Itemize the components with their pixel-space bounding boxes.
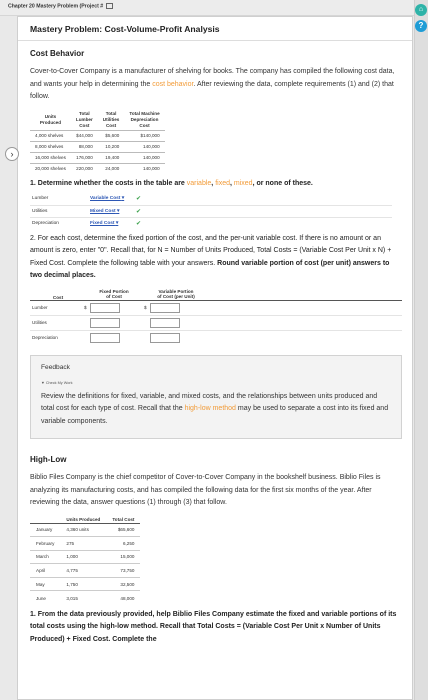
table-row <box>30 591 140 605</box>
cell-utilities: 10,200 <box>98 141 125 152</box>
question-2 <box>30 233 402 283</box>
feedback-title: Feedback <box>41 363 70 371</box>
cell-lumber: 220,000 <box>71 163 98 174</box>
row-label-lumber: Lumber <box>32 196 49 201</box>
cell-depreciation: $140,000 <box>124 130 164 141</box>
col-header-variable: Variable Portion of Cost (per Unit) <box>157 288 195 299</box>
table-row <box>30 523 140 537</box>
chevron-down-icon: ▾ <box>115 220 119 226</box>
cell-depreciation: 140,000 <box>124 152 164 163</box>
cell-units: 3,015 <box>60 591 106 605</box>
lumber-variable-input[interactable] <box>150 303 180 313</box>
check-my-work-toggle[interactable]: ▼ Check My Work <box>41 380 73 385</box>
checkmark-icon: ✔ <box>136 196 142 202</box>
table-row <box>30 300 402 315</box>
col-header-month <box>30 516 60 524</box>
cell-total-cost: 73,750 <box>106 564 140 578</box>
question-1-text: 1. Determine whether the costs in the table are <box>30 180 187 187</box>
question-2-bold: Round variable portion of cost (per unit) answers to two decimal places. <box>30 259 390 279</box>
cell-month: January <box>36 527 53 533</box>
cell-depreciation: 140,000 <box>124 141 164 152</box>
table-header <box>30 289 402 300</box>
utilities-variable-input[interactable] <box>150 318 180 328</box>
cell-units: 4,775 <box>60 564 106 578</box>
cell-lumber: $44,000 <box>71 130 98 141</box>
cell-total-cost: $65,600 <box>117 527 135 533</box>
cell-units: 8,000 shelves <box>30 141 71 152</box>
dollar-sign: $ <box>84 304 87 310</box>
feedback-text <box>41 391 391 429</box>
list-item <box>30 205 392 217</box>
cost-behavior-link[interactable]: cost behavior <box>152 80 194 88</box>
row-label-lumber: Lumber <box>32 305 48 310</box>
table-row <box>30 315 402 330</box>
cell-total-cost: 6,250 <box>106 537 140 551</box>
home-icon[interactable]: ⌂ <box>415 4 427 16</box>
feedback-text-end: may be used to separate a cost into its fixed and variable components. <box>41 405 389 425</box>
cell-month: June <box>30 591 60 605</box>
depreciation-fixed-input[interactable] <box>90 333 120 343</box>
window-tab-icon <box>106 3 113 9</box>
col-header-total-cost: Total Cost <box>106 516 140 524</box>
window-tab-title: Chapter 20 Mastery Problem (Project # <box>8 3 104 10</box>
dollar-sign: $ <box>144 304 147 310</box>
cell-month: February <box>30 537 60 551</box>
table-row <box>30 152 165 163</box>
cell-lumber: 88,000 <box>71 141 98 152</box>
variable-link[interactable]: variable <box>186 180 212 187</box>
cost-classification-list <box>30 193 392 229</box>
checkmark-icon: ✔ <box>136 220 142 227</box>
table-row <box>30 163 165 174</box>
intro-text-end: . After reviewing the data, complete requirements (1) and (2) that follow. <box>30 80 394 100</box>
utilities-classification-select[interactable]: Mixed Cost ▾ <box>90 208 120 214</box>
cell-utilities: 19,400 <box>98 152 125 163</box>
cell-utilities: $5,600 <box>98 130 125 141</box>
table-row <box>30 330 402 345</box>
cell-utilities: 24,000 <box>98 163 125 174</box>
utilities-fixed-input[interactable] <box>90 318 120 328</box>
high-low-question-1: 1. From the data previously provided, help Biblio Files Company estimate the fixed and variable portions of its total costs using the high-low method. Recall that Total Costs = (Variable Cost Per Unit x Number of Units Produced) + Fixed Cost. Complete the <box>30 610 397 643</box>
problem-panel <box>17 16 413 700</box>
high-low-intro: Biblio Files Company is the chief competitor of Cover-to-Cover Company in the bookshelf business. Biblio Files is analyzing its manufacturing costs, and has compiled the following data for the first six months of the year. After reviewing the data, answer questions (1) through (3) that follow. <box>30 474 381 506</box>
cell-month: March <box>30 550 60 564</box>
table-row <box>30 564 140 578</box>
col-header-cost: Cost <box>52 294 64 300</box>
high-low-section <box>30 455 402 646</box>
table-row <box>30 550 140 564</box>
row-label-depreciation: Depreciation <box>32 220 59 226</box>
cost-behavior-intro <box>30 66 402 104</box>
window-tab-bar <box>0 0 428 16</box>
table-row <box>30 577 140 591</box>
question-1 <box>30 178 402 191</box>
col-header-units-produced: Units Produced <box>60 516 106 524</box>
monthly-cost-table <box>30 516 140 605</box>
mixed-link[interactable]: mixed <box>233 180 253 187</box>
question-1-text-end: , or none of these. <box>252 180 313 187</box>
checkmark-icon: ✔ <box>136 208 142 215</box>
depreciation-classification-select[interactable]: Fixed Cost ▾ <box>90 220 119 226</box>
question-1-sep: , <box>229 180 234 187</box>
list-item <box>30 217 392 229</box>
cell-units: 1,750 <box>60 577 106 591</box>
table-row <box>30 141 165 152</box>
right-toolbar <box>414 0 428 700</box>
cell-total-cost: 48,000 <box>106 591 140 605</box>
cell-lumber: 176,000 <box>71 152 98 163</box>
cell-month: May <box>30 577 60 591</box>
page-title: Mastery Problem: Cost-Volume-Profit Analysis <box>30 24 220 34</box>
col-header-lumber: Total Lumber Cost <box>75 110 93 128</box>
cell-depreciation: 140,000 <box>124 163 164 174</box>
question-2-text: 2. For each cost, determine the fixed portion of the cost, and the per-unit variable cost. If there is no amount or an amount is zero, enter "0". Recall that, for N = Number of Units Produced, Total Costs = (Variable Cost Per Unit x N) + Fixed Cost. Complete the following table with your answers. <box>30 234 392 267</box>
cell-units: 20,000 shelves <box>30 163 71 174</box>
table-row <box>30 537 140 551</box>
intro-text: Cover-to-Cover Company is a manufacturer of shelving for books. The company has compiled the following cost data, and wants your help in determining the <box>30 68 395 88</box>
fixed-link[interactable]: fixed <box>215 180 230 187</box>
expand-sidebar-chevron-icon[interactable]: › <box>5 147 19 161</box>
col-header-depreciation: Total Machine Depreciation Cost <box>129 110 160 128</box>
high-low-method-link[interactable]: high-low method <box>184 405 236 412</box>
fixed-variable-table <box>30 289 402 345</box>
lumber-fixed-input[interactable] <box>90 303 120 313</box>
row-label-utilities: Utilities <box>32 208 48 214</box>
cell-units: 16,000 shelves <box>30 152 71 163</box>
cell-units: 1,000 <box>60 550 106 564</box>
depreciation-variable-input[interactable] <box>150 333 180 343</box>
question-1-sep: , <box>211 180 216 187</box>
chevron-down-icon: ▾ <box>116 208 120 214</box>
feedback-box <box>30 355 402 440</box>
lumber-classification-select[interactable]: Variable Cost ▾ <box>90 196 125 201</box>
problem-header <box>18 17 412 41</box>
chevron-down-icon: ▾ <box>121 196 125 201</box>
cell-total-cost: 15,000 <box>106 550 140 564</box>
row-label-utilities: Utilities <box>32 320 47 325</box>
col-header-units: Units Produced <box>39 113 62 125</box>
cost-data-table <box>30 110 165 175</box>
cell-units: 4,360 units <box>66 527 89 533</box>
list-item <box>30 193 392 205</box>
section-heading-high-low: High-Low <box>30 455 67 464</box>
cell-units: 4,000 shelves <box>30 130 71 141</box>
feedback-text-start: Review the definitions for fixed, variable, and mixed costs, and the relationships between units produced and total cost for each type of cost. Recall that the <box>41 392 378 412</box>
cell-units: 275 <box>60 537 106 551</box>
cell-total-cost: 32,500 <box>106 577 140 591</box>
col-header-utilities: Total Utilities Cost <box>102 110 120 128</box>
section-heading-cost-behavior: Cost Behavior <box>30 49 85 58</box>
help-button[interactable]: ? <box>415 20 427 32</box>
col-header-fixed: Fixed Portion of Cost <box>99 288 129 299</box>
table-row <box>30 130 165 141</box>
cell-month: April <box>30 564 60 578</box>
row-label-depreciation: Depreciation <box>32 335 58 340</box>
window-tab[interactable] <box>8 3 113 9</box>
problem-content <box>30 45 402 646</box>
